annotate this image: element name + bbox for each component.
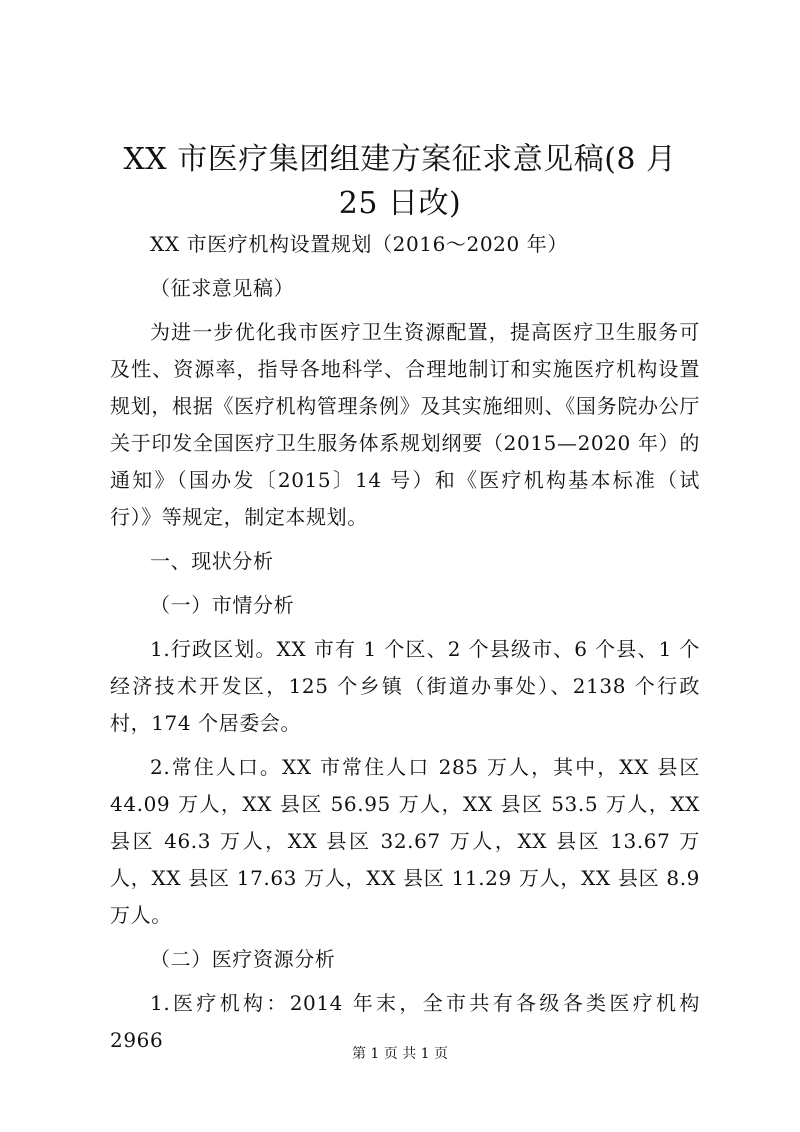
population-paragraph: 2.常住人口。XX 市常住人口 285 万人，其中，XX 县区 44.09 万人，XX 县区 56.95 万人，XX 县区 53.5 万人，XX 县区 46.3 万人，XX 县区 32.67 万人，XX 县区 13.67 万人，XX 县区 17.63 万人，XX 县区 11.29 万人，XX 县区 8.9 万人。: [110, 755, 700, 927]
intro-paragraph: 为进一步优化我市医疗卫生资源配置，提高医疗卫生服务可及性、资源率，指导各地科学、合理地制订和实施医疗机构设置规划，根据《医疗机构管理条例》及其实施细则、《国务院办公厅关于印发全国医疗卫生服务体系规划纲要（2015—2020 年）的通知》（国办发〔2015〕14 号）和《医疗机构基本标准（试行）》等规定，制定本规划。: [110, 320, 700, 529]
draft-note-paragraph: （征求意见稿）: [150, 276, 295, 300]
plan-title-paragraph: XX 市医疗机构设置规划（2016～2020 年）: [150, 232, 568, 256]
subsection-heading-medical: （二）医疗资源分析: [150, 947, 336, 971]
subsection-heading-city: （一）市情分析: [150, 593, 295, 617]
document-body: [110, 226, 700, 1059]
section-heading: 一、现状分析: [150, 549, 274, 573]
admin-division-paragraph: 1.行政区划。XX 市有 1 个区、2 个县级市、6 个县、1 个经济技术开发区，125 个乡镇（街道办事处）、2138 个行政村，174 个居委会。: [110, 637, 700, 735]
page-footer: 第 1 页 共 1 页: [351, 1046, 449, 1062]
document-title: XX 市医疗集团组建方案征求意见稿(8 月 25 日改): [123, 142, 677, 221]
medical-institutions-paragraph: 1.医疗机构：2014 年末，全市共有各级各类医疗机构 2966: [110, 991, 700, 1052]
